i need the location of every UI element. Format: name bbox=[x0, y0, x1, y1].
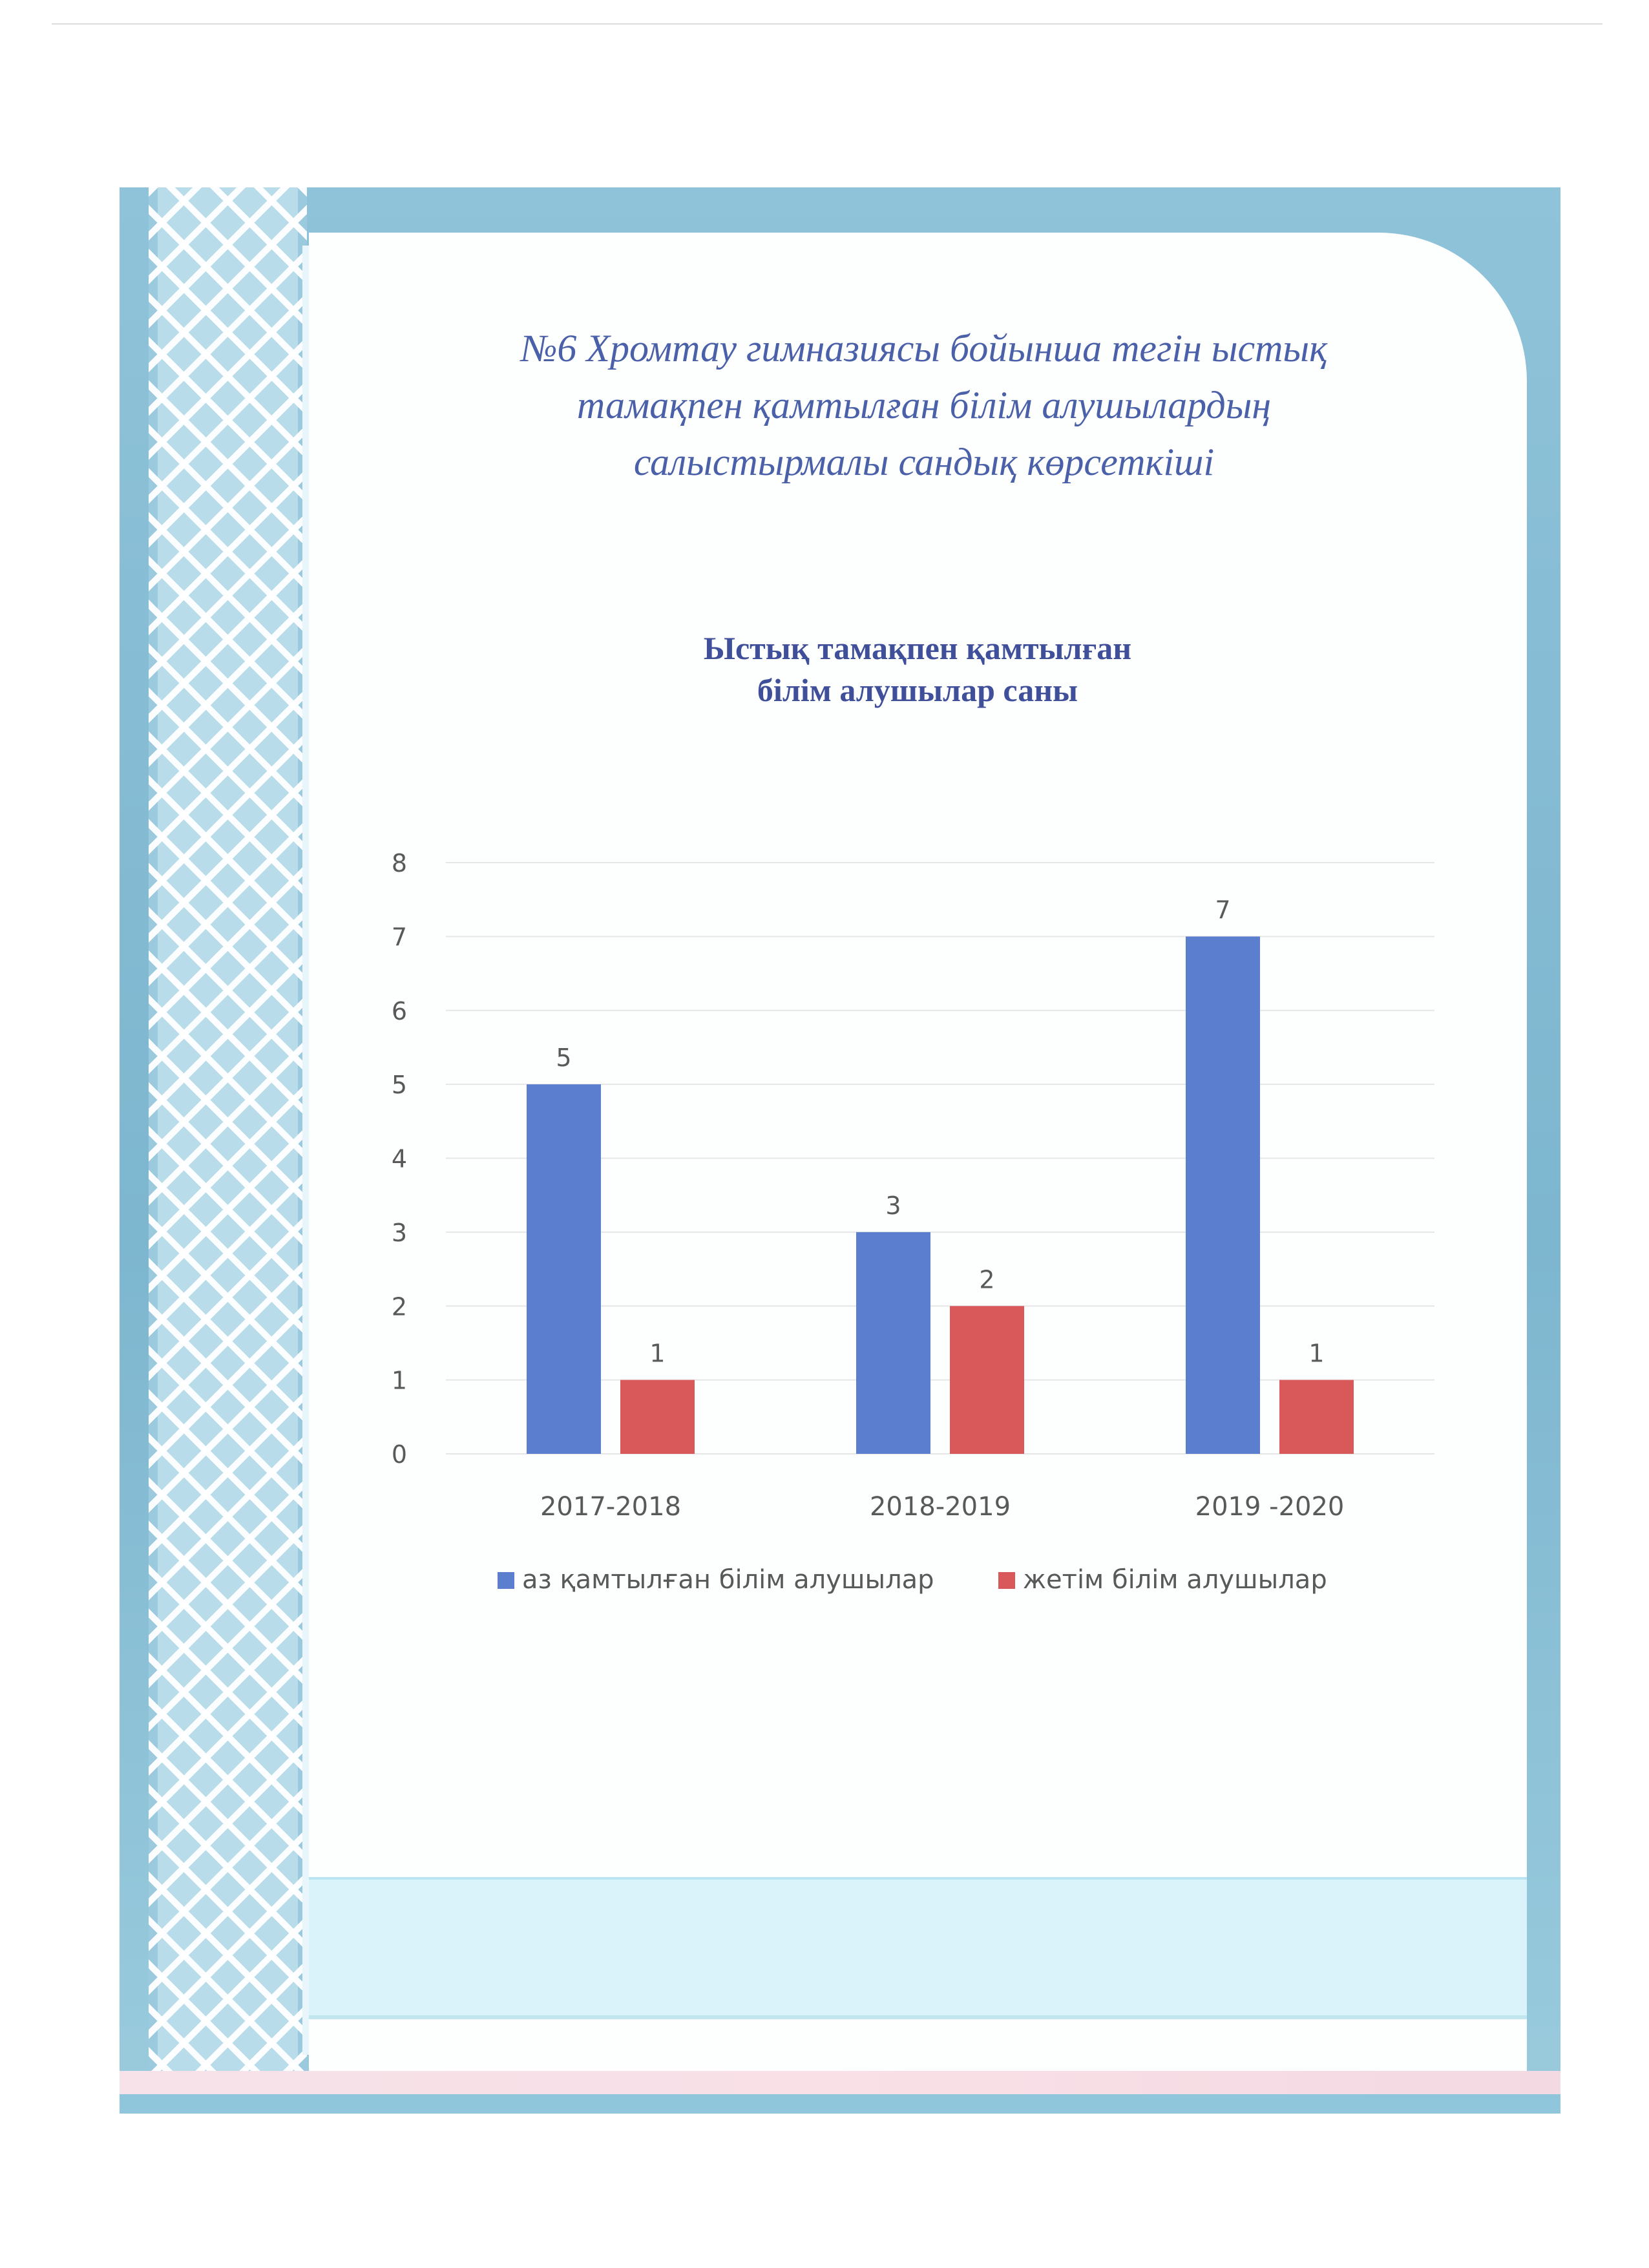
y-tick-label: 8 bbox=[391, 849, 408, 877]
legend bbox=[498, 1565, 1327, 1595]
y-tick-label: 0 bbox=[391, 1440, 408, 1469]
legend-label: аз қамтылған білім алушылар bbox=[522, 1565, 934, 1595]
y-tick-label: 2 bbox=[391, 1292, 408, 1321]
legend-swatch bbox=[998, 1572, 1015, 1589]
heading-line-1: №6 Хромтау гимназиясы бойынша тегін ыстық bbox=[520, 327, 1328, 370]
bars bbox=[527, 936, 1354, 1454]
bar-series2 bbox=[950, 1306, 1024, 1454]
x-tick-label: 2018-2019 bbox=[869, 1492, 1011, 1522]
y-axis-ticks bbox=[392, 849, 407, 1469]
data-label: 2 bbox=[979, 1265, 995, 1294]
y-tick-label: 6 bbox=[391, 996, 408, 1025]
y-tick-label: 1 bbox=[391, 1366, 408, 1395]
x-tick-label: 2017-2018 bbox=[540, 1492, 682, 1522]
data-label: 3 bbox=[885, 1191, 901, 1220]
chart-title-line-1: Ыстық тамақпен қамтылған bbox=[703, 630, 1132, 666]
data-label: 7 bbox=[1215, 896, 1231, 925]
bar-series2 bbox=[620, 1380, 695, 1454]
chart-title-line-2: білім алушылар саны bbox=[757, 672, 1078, 708]
y-tick-label: 3 bbox=[391, 1218, 408, 1247]
legend-swatch bbox=[498, 1572, 514, 1589]
x-tick-label: 2019 -2020 bbox=[1195, 1492, 1345, 1522]
data-label: 5 bbox=[556, 1044, 572, 1073]
heading-line-3: салыстырмалы сандық көрсеткіші bbox=[633, 441, 1215, 483]
legend-label: жетім білім алушылар bbox=[1023, 1565, 1327, 1595]
y-tick-label: 7 bbox=[391, 923, 408, 952]
heading-line-2: тамақпен қамтылған білім алушылардың bbox=[576, 384, 1272, 426]
bar-series2 bbox=[1279, 1380, 1354, 1454]
x-axis-ticks bbox=[540, 1492, 1344, 1522]
y-tick-label: 5 bbox=[391, 1071, 408, 1100]
data-label: 1 bbox=[649, 1339, 666, 1368]
y-tick-label: 4 bbox=[391, 1144, 408, 1173]
bar-series1 bbox=[527, 1084, 601, 1454]
data-label: 1 bbox=[1308, 1339, 1325, 1368]
bar-series1 bbox=[1186, 936, 1260, 1454]
bar-series1 bbox=[856, 1232, 930, 1454]
